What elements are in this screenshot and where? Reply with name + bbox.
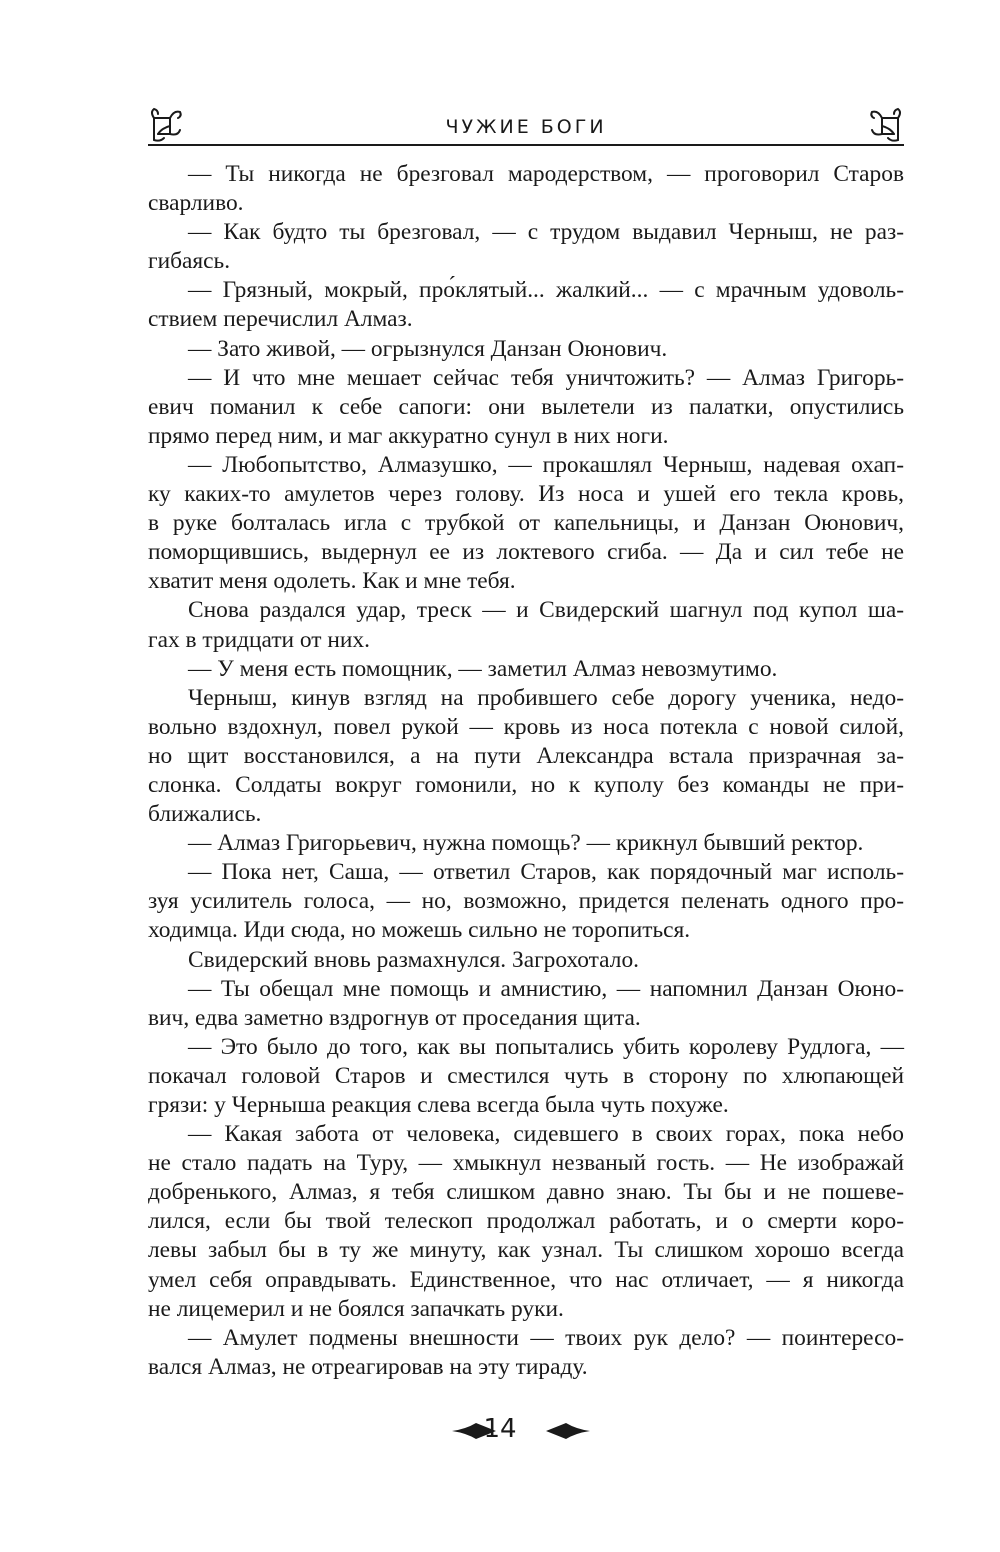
text-line: — Как будто ты брезговал, — с трудом выдавил Черныш, не раз- <box>188 219 904 246</box>
running-header <box>148 104 904 148</box>
text-line: ствием перечислил Алмаз. <box>148 306 413 333</box>
page-number: 14 <box>483 1414 517 1444</box>
text-line: вич, едва заметно вздрогнув от проседания щита. <box>148 1004 641 1031</box>
text-line: — Какая забота от человека, сидевшего в своих горах, пока небо <box>188 1121 904 1148</box>
header-rule <box>148 144 904 146</box>
text-line: ходимца. Иди сюда, но можешь сильно не торопиться. <box>148 917 691 944</box>
text-line: Свидерский вновь размахнулся. Загрохотало. <box>188 946 639 973</box>
text-line: сварливо. <box>148 190 244 217</box>
text-line: — Алмаз Григорьевич, нужна помощь? — крикнул бывший ректор. <box>188 830 864 857</box>
text-line: гибаясь. <box>148 248 231 275</box>
text-line: гах в тридцати от них. <box>148 626 370 653</box>
text-line: — Это было до того, как вы попытались убить королеву Рудлога, — <box>188 1033 904 1060</box>
text-line: — Любопытство, Алмазушко, — прокашлял Черныш, надевая охап- <box>188 451 904 478</box>
text-line: — Зато живой, — огрызнулся Данзан Оюнович. <box>188 335 668 362</box>
text-line: зуя усилитель голоса, — но, возможно, придется пеленать одного про- <box>148 888 904 915</box>
text-line: добренького, Алмаз, я тебя слишком давно знаю. Ты бы и не пошеве- <box>148 1179 904 1206</box>
text-line: грязи: у Черныша реакция слева всегда была чуть похуже. <box>148 1092 729 1118</box>
text-line: левы забыл бы в ту же минуту, как узнал. Ты слишком хорошо всегда <box>148 1237 904 1264</box>
body-text <box>148 160 904 1382</box>
text-line: — У меня есть помощник, — заметил Алмаз невозмутимо. <box>188 655 778 682</box>
text-line: поморщившись, выдернул ее из локтевого сгиба. — Да и сил тебе не <box>148 539 904 566</box>
ornament-icon <box>868 106 904 144</box>
text-line: ку каких-то амулетов через голову. Из носа и ушей его текла кровь, <box>148 481 904 508</box>
text-line: хватит меня одолеть. Как и мне тебя. <box>148 568 516 595</box>
text-line: лился, если бы твой телескоп продолжал работать, и о смерти коро- <box>148 1208 904 1235</box>
page-footer <box>0 1410 1000 1454</box>
text-line: не стало падать на Туру, — хмыкнул незваный гость. — Не изображай <box>148 1150 904 1177</box>
text-line: — Грязный, мокрый, про́клятый... жалкий... — с мрачным удоволь- <box>188 277 904 304</box>
text-line: в руке болталась игла с трубкой от капельницы, и Данзан Оюнович, <box>148 510 904 537</box>
text-line: умел себя оправдывать. Единственное, что нас отличает, — я никогда <box>148 1266 904 1293</box>
text-line: ближались. <box>148 801 262 828</box>
text-line: — Ты обещал мне помощь и амнистию, — напомнил Данзан Оюно- <box>188 975 904 1002</box>
text-line: Снова раздался удар, треск — и Свидерский шагнул под купол ша- <box>188 597 904 624</box>
running-header-title: ЧУЖИЕ БОГИ <box>445 116 607 138</box>
arrow-left-icon <box>546 1420 590 1442</box>
text-line: — И что мне мешает сейчас тебя уничтожить? — Алмаз Григорь- <box>188 364 904 391</box>
text-line: не лицемерил и не боялся запачкать руки. <box>148 1295 564 1322</box>
text-line: — Амулет подмены внешности — твоих рук дело? — поинтересо- <box>188 1324 904 1351</box>
text-line: слонка. Солдаты вокруг гомонили, но к куполу без команды не при- <box>148 771 904 798</box>
text-line: — Пока нет, Саша, — ответил Старов, как порядочный маг исполь- <box>188 859 904 886</box>
text-line: евич поманил к себе сапоги: они вылетели из палатки, опустились <box>148 393 904 420</box>
text-line: прямо перед ним, и маг аккуратно сунул в них ноги. <box>148 422 669 449</box>
text-line: покачал головой Старов и сместился чуть в сторону по хлюпающей <box>148 1062 904 1089</box>
text-line: Черныш, кинув взгляд на пробившего себе дорогу ученика, недо- <box>188 684 904 711</box>
text-line: но щит восстановился, а на пути Александра встала призрачная за- <box>148 742 904 769</box>
text-line: вольно вздохнул, повел рукой — кровь из носа потекла с новой силой, <box>148 713 904 740</box>
text-line: вался Алмаз, не отреагировав на эту тираду. <box>148 1353 588 1380</box>
text-line: — Ты никогда не брезговал мародерством, — проговорил Старов <box>188 161 904 187</box>
